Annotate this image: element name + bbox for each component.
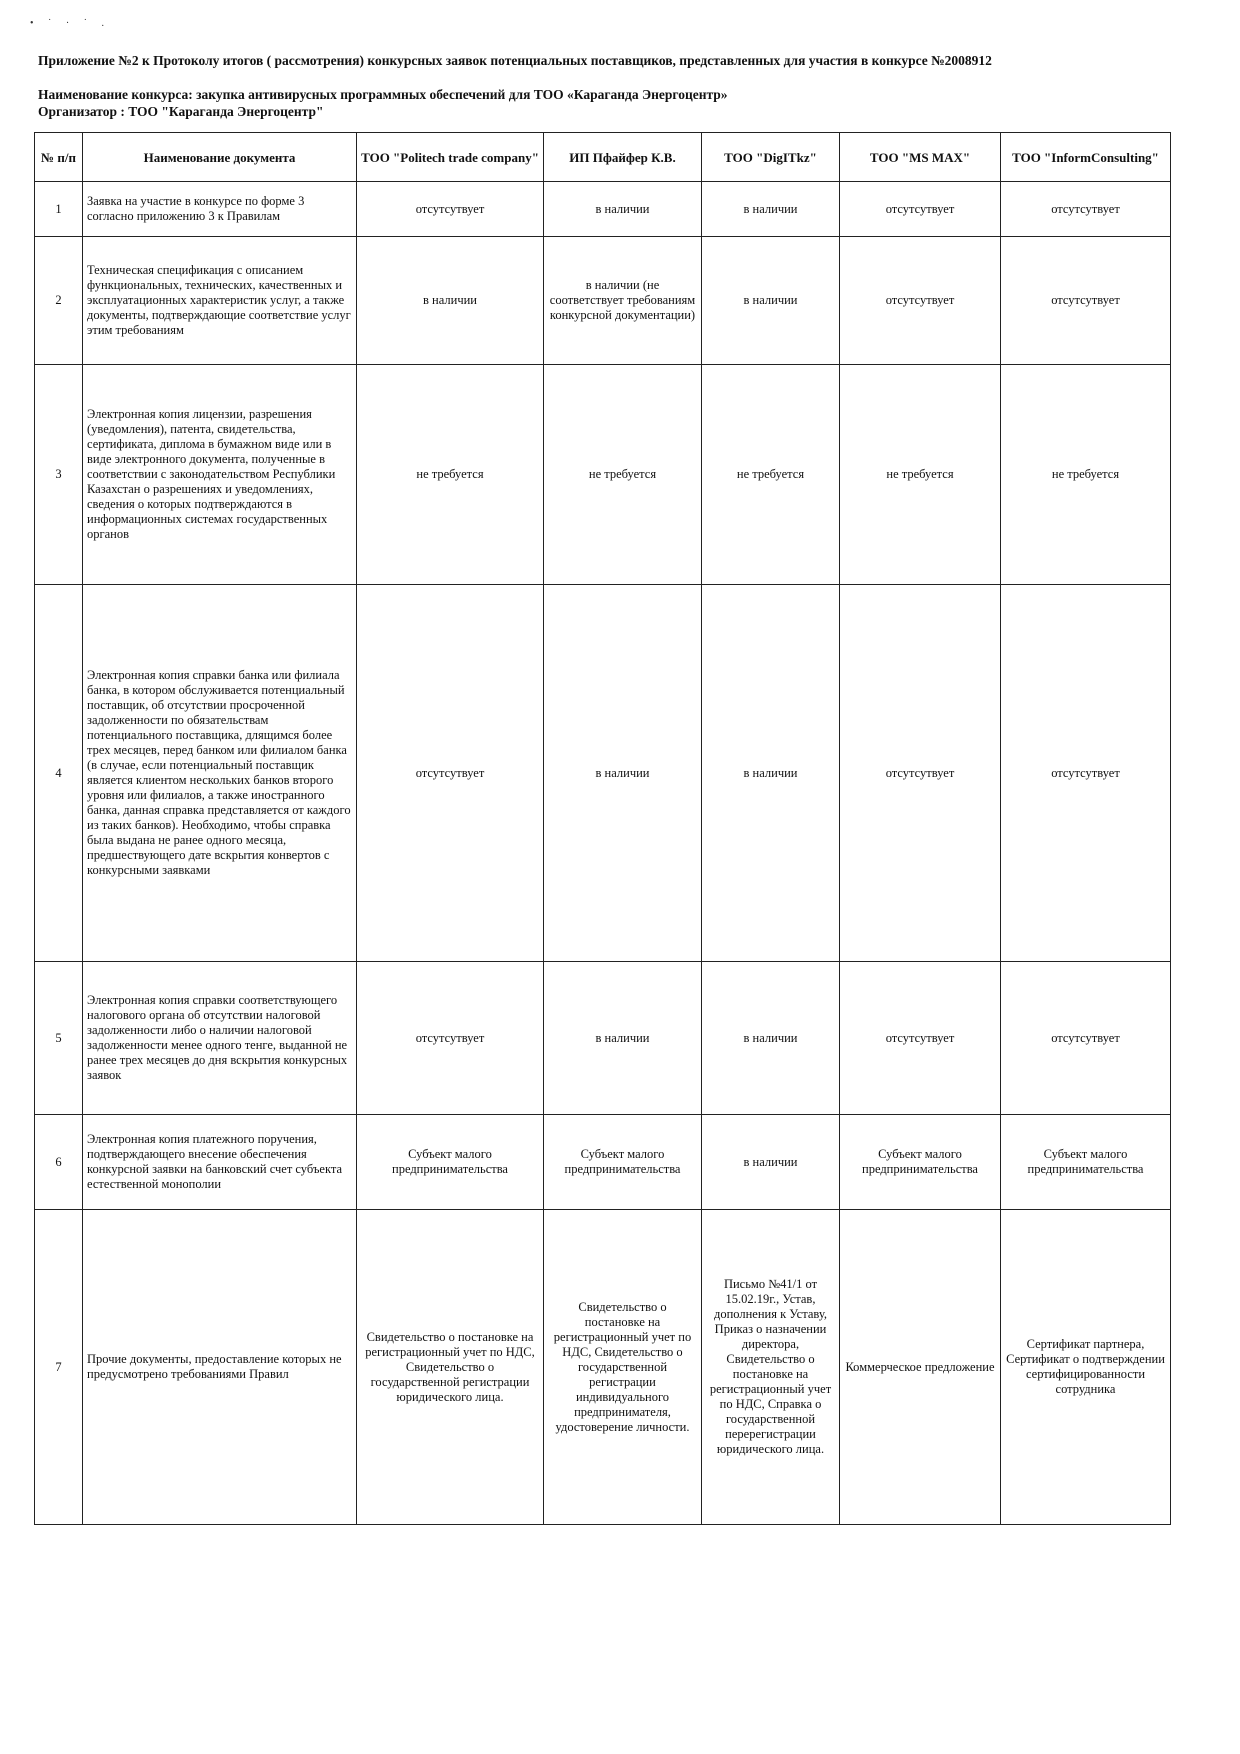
table-row xyxy=(35,962,1171,1115)
header-num: № п/п xyxy=(35,133,83,182)
row-value: в наличии xyxy=(702,585,840,962)
row-num: 3 xyxy=(35,365,83,585)
row-num: 5 xyxy=(35,962,83,1115)
row-value: Коммерческое предложение xyxy=(840,1210,1001,1525)
row-value: не требуется xyxy=(544,365,702,585)
header-supplier-1: ТОО "Politech trade company" xyxy=(357,133,544,182)
table-row xyxy=(35,1115,1171,1210)
row-doc: Электронная копия справки банка или филиала банка, в котором обслуживается потенциальный поставщик, об отсутствии просроченной задолженности по обязательствам потенциального поставщика, длящимся более трех месяцев, перед банком или филиалом банка (в случае, если потенциальный поставщик является клиентом нескольких банков второго уровня или филиалов, а также иностранного банка, данная справка представляется от каждого из таких банков). Необходимо, чтобы справка была выдана не ранее одного месяца, предшествующего дате вскрытия конвертов с конкурсными заявками xyxy=(83,585,357,962)
organizer: Организатор : ТОО "Караганда Энергоцентр" xyxy=(38,104,324,119)
contest-name: Наименование конкурса: закупка антивирусных программных обеспечений для ТОО «Караганда Энергоцентр» xyxy=(38,87,728,102)
row-doc: Электронная копия справки соответствующего налогового органа об отсутствии налоговой задолженности либо о наличии налоговой задолженности менее одного тенге, выданной не ранее трех месяцев до дня вскрытия конкурсных заявок xyxy=(83,962,357,1115)
header-doc: Наименование документа xyxy=(83,133,357,182)
row-value: не требуется xyxy=(357,365,544,585)
row-value: отсутсутвует xyxy=(840,237,1001,365)
row-value: не требуется xyxy=(1001,365,1171,585)
row-value: в наличии (не соответствует требованиям конкурсной документации) xyxy=(544,237,702,365)
header-supplier-3: ТОО "DigITkz" xyxy=(702,133,840,182)
table-row xyxy=(35,585,1171,962)
table-header-row xyxy=(35,133,1171,182)
row-value: в наличии xyxy=(702,1115,840,1210)
row-value: отсутсутвует xyxy=(1001,585,1171,962)
row-value: отсутсутвует xyxy=(357,962,544,1115)
document-header xyxy=(38,52,1218,120)
row-value: Субъект малого предпринимательства xyxy=(544,1115,702,1210)
row-num: 4 xyxy=(35,585,83,962)
table-row xyxy=(35,237,1171,365)
row-doc: Заявка на участие в конкурсе по форме 3 согласно приложению 3 к Правилам xyxy=(83,182,357,237)
row-value: в наличии xyxy=(702,182,840,237)
row-num: 7 xyxy=(35,1210,83,1525)
row-value: отсутсутвует xyxy=(357,585,544,962)
row-value: отсутсутвует xyxy=(840,182,1001,237)
row-value: отсутсутвует xyxy=(357,182,544,237)
table-row xyxy=(35,365,1171,585)
row-value: Субъект малого предпринимательства xyxy=(1001,1115,1171,1210)
row-value: в наличии xyxy=(544,585,702,962)
row-value: не требуется xyxy=(840,365,1001,585)
row-value: Свидетельство о постановке на регистрационный учет по НДС, Свидетельство о государственной регистрации индивидуального предпринимателя, удостоверение личности. xyxy=(544,1210,702,1525)
header-supplier-4: ТОО "MS MAX" xyxy=(840,133,1001,182)
row-value: отсутсутвует xyxy=(840,585,1001,962)
row-doc: Электронная копия платежного поручения, подтверждающего внесение обеспечения конкурсной заявки на банковский счет субъекта естественной монополии xyxy=(83,1115,357,1210)
row-value: Субъект малого предпринимательства xyxy=(840,1115,1001,1210)
row-value: в наличии xyxy=(702,962,840,1115)
row-value: не требуется xyxy=(702,365,840,585)
row-value: в наличии xyxy=(544,962,702,1115)
table-row xyxy=(35,1210,1171,1525)
row-doc: Техническая спецификация с описанием функциональных, технических, качественных и эксплуатационных характеристик услуг, а также документы, подтверждающие соответствие услуг этим требованиям xyxy=(83,237,357,365)
row-doc: Электронная копия лицензии, разрешения (уведомления), патента, свидетельства, сертификата, диплома в бумажном виде или в виде электронного документа, полученные в соответствии с законодательством Республики Казахстан о разрешениях и уведомлениях, сведения о которых подтверждаются в информационных системах государственных органов xyxy=(83,365,357,585)
row-value: Субъект малого предпринимательства xyxy=(357,1115,544,1210)
row-value: в наличии xyxy=(544,182,702,237)
evaluation-table xyxy=(34,132,1171,1525)
table-row xyxy=(35,182,1171,237)
row-num: 2 xyxy=(35,237,83,365)
row-value: отсутсутвует xyxy=(1001,962,1171,1115)
row-value: отсутсутвует xyxy=(840,962,1001,1115)
row-value: Свидетельство о постановке на регистрационный учет по НДС, Свидетельство о государственной регистрации юридического лица. xyxy=(357,1210,544,1525)
scan-specks: • ˙ · ˙ . xyxy=(30,18,110,29)
row-value: отсутсутвует xyxy=(1001,182,1171,237)
row-value: Сертификат партнера, Сертификат о подтверждении сертифицированности сотрудника xyxy=(1001,1210,1171,1525)
header-supplier-5: ТОО "InformConsulting" xyxy=(1001,133,1171,182)
row-doc: Прочие документы, предоставление которых не предусмотрено требованиями Правил xyxy=(83,1210,357,1525)
row-num: 1 xyxy=(35,182,83,237)
row-value: в наличии xyxy=(702,237,840,365)
row-num: 6 xyxy=(35,1115,83,1210)
document-title: Приложение №2 к Протоколу итогов ( рассмотрения) конкурсных заявок потенциальных поставщиков, представленных для участия в конкурсе №2008912 xyxy=(38,53,992,68)
row-value: Письмо №41/1 от 15.02.19г., Устав, дополнения к Уставу, Приказ о назначении директора, Свидетельство о постановке на регистрационный учет по НДС, Справка о государственной перерегистрации юридического лица. xyxy=(702,1210,840,1525)
row-value: отсутсутвует xyxy=(1001,237,1171,365)
row-value: в наличии xyxy=(357,237,544,365)
header-supplier-2: ИП Пфайфер К.В. xyxy=(544,133,702,182)
